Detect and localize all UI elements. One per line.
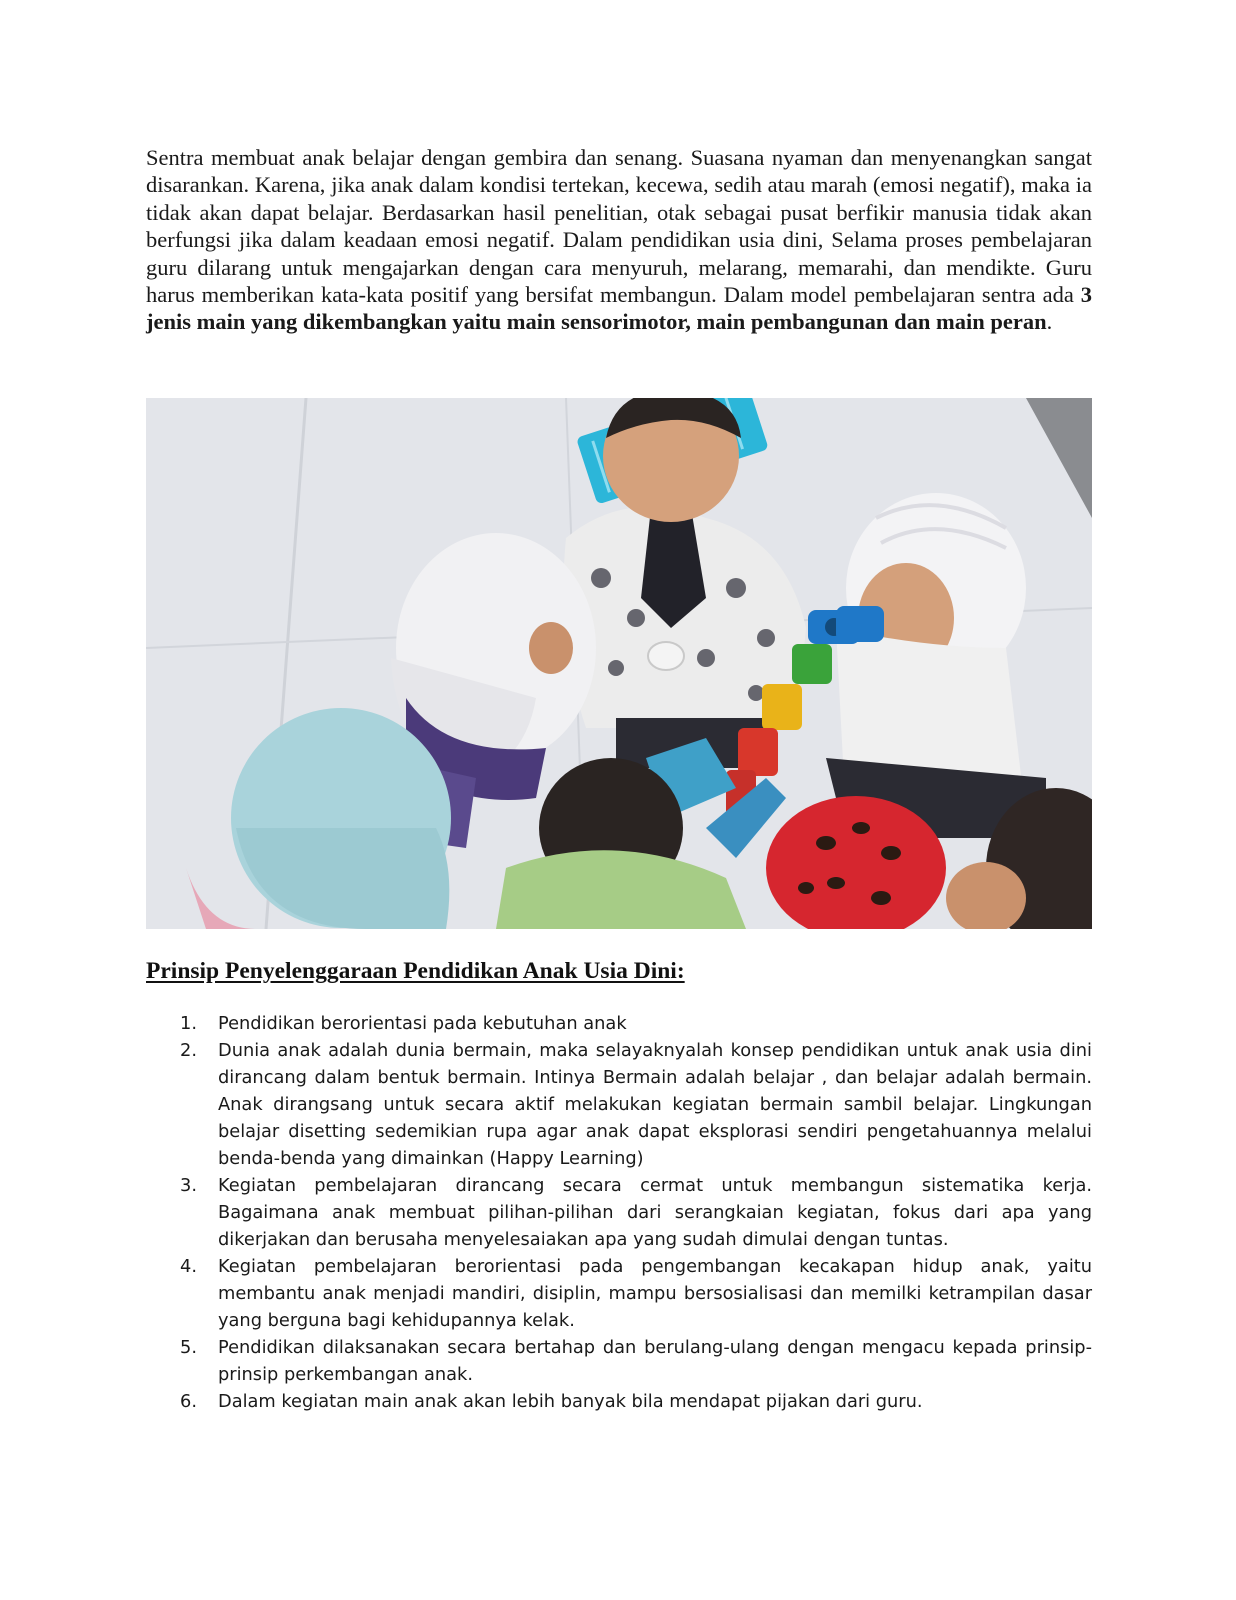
- principles-list: [146, 1010, 1092, 1415]
- principle-item: [146, 1172, 1092, 1253]
- intro-bold-text: 3 jenis main yang dikembangkan yaitu main sensorimotor, main pembangunan dan main peran: [146, 282, 1092, 335]
- principle-text: Pendidikan berorientasi pada kebutuhan anak: [218, 1013, 627, 1034]
- principle-number: 5.: [180, 1337, 197, 1358]
- principle-number: 2.: [180, 1040, 197, 1061]
- principle-item: [146, 1334, 1092, 1388]
- principle-text: Dalam kegiatan main anak akan lebih banyak bila mendapat pijakan dari guru.: [218, 1391, 923, 1412]
- section-heading: Prinsip Penyelenggaraan Pendidikan Anak Usia Dini:: [146, 958, 685, 984]
- principle-number: 3.: [180, 1175, 197, 1196]
- principle-number: 4.: [180, 1256, 197, 1277]
- principle-item: [146, 1253, 1092, 1334]
- principle-item: [146, 1037, 1092, 1172]
- principle-text: Pendidikan dilaksanakan secara bertahap dan berulang-ulang dengan mengacu kepada prinsip-prinsip perkembangan anak.: [218, 1337, 1092, 1385]
- principle-text: Kegiatan pembelajaran berorientasi pada pengembangan kecakapan hidup anak, yaitu membantu anak menjadi mandiri, disiplin, mampu bersosialisasi dan memilki ketrampilan dasar yang berguna bagi kehidupannya kelak.: [218, 1256, 1092, 1331]
- principle-item: [146, 1010, 1092, 1037]
- intro-text: Sentra membuat anak belajar dengan gembira dan senang. Suasana nyaman dan menyenangkan sangat disarankan. Karena, jika anak dalam kondisi tertekan, kecewa, sedih atau marah (emosi negatif), maka ia tidak akan dapat belajar. Berdasarkan hasil penelitian, otak sebagai pusat berfikir manusia tidak akan berfungsi jika dalam keadaan emosi negatif. Dalam pendidikan usia dini, Selama proses pembelajaran guru dilarang untuk mengajarkan dengan cara menyuruh, melarang, memarahi, dan mendikte. Guru harus memberikan kata-kata positif yang bersifat membangun. Dalam model pembelajaran sentra ada: [146, 145, 1092, 308]
- principle-item: [146, 1388, 1092, 1415]
- principle-text: Dunia anak adalah dunia bermain, maka selayaknyalah konsep pendidikan untuk anak usia dini dirancang dalam bentuk bermain. Intinya Bermain adalah belajar , dan belajar adalah bermain. Anak dirangsang untuk secara aktif melakukan kegiatan bermain sambil belajar. Lingkungan belajar disetting sedemikian rupa agar anak dapat eksplorasi sendiri pengetahuannya melalui benda-benda yang dimainkan (Happy Learning): [218, 1040, 1092, 1169]
- intro-period: .: [1046, 309, 1053, 335]
- intro-paragraph: [146, 144, 1092, 336]
- principle-number: 1.: [180, 1013, 197, 1034]
- principle-text: Kegiatan pembelajaran dirancang secara cermat untuk membangun sistematika kerja. Bagaimana anak membuat pilihan-pilihan dari serangkaian kegiatan, fokus dari apa yang dikerjakan dan berusaha menyelesaiakan apa yang sudah dimulai dengan tuntas.: [218, 1175, 1092, 1250]
- principle-number: 6.: [180, 1391, 197, 1412]
- children-playing-photo: [146, 398, 1092, 929]
